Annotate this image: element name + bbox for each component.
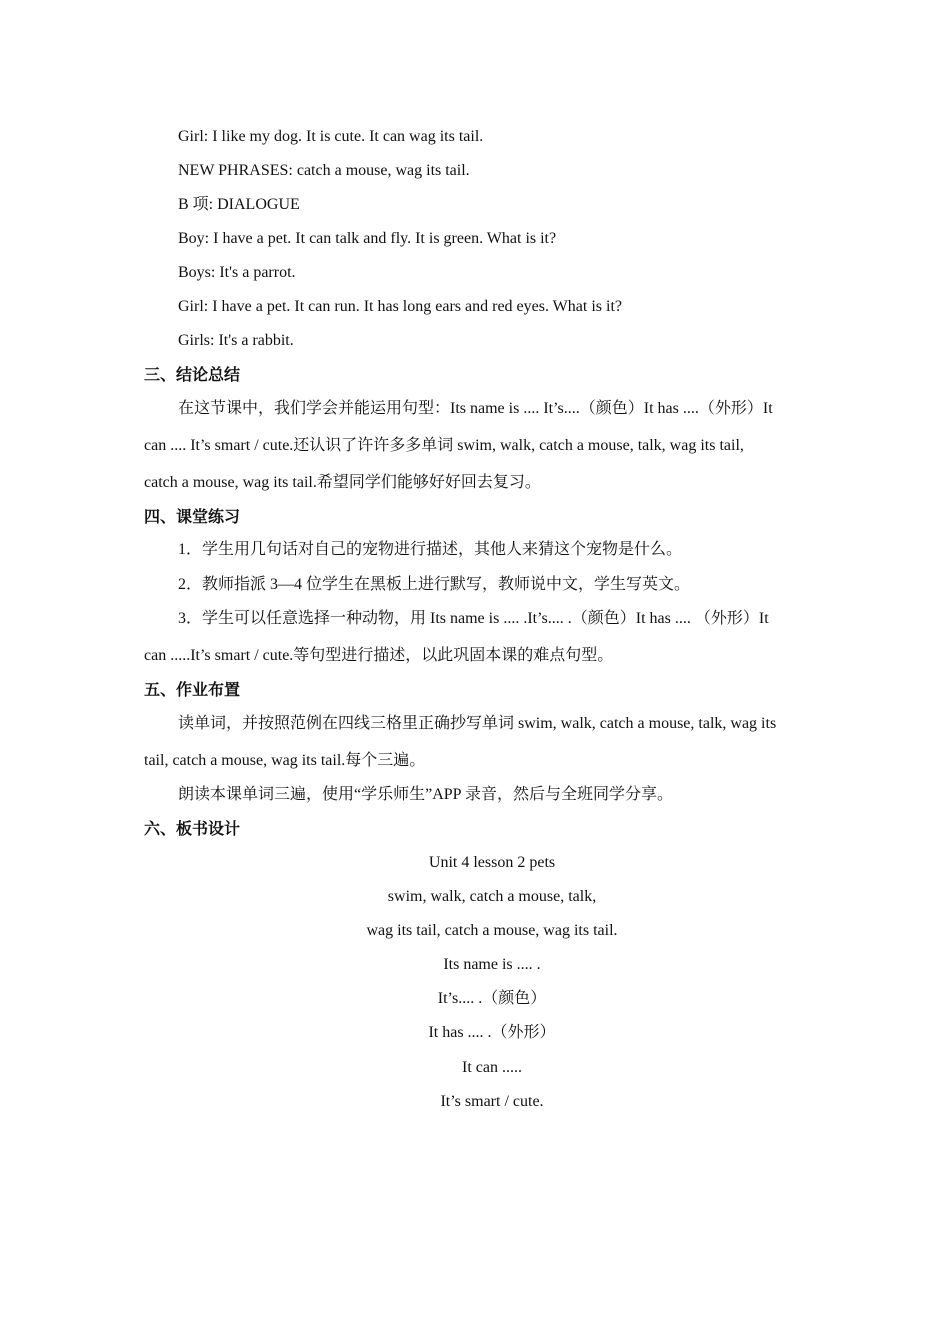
- board-line: Unit 4 lesson 2 pets: [428, 854, 556, 871]
- section-heading-practice: 四、课堂练习: [144, 509, 241, 526]
- dialogue-line: Boys: It's a parrot.: [178, 264, 296, 281]
- section-heading-conclusion: 三、结论总结: [144, 367, 241, 384]
- board-line: swim, walk, catch a mouse, talk,: [387, 888, 597, 905]
- practice-item: 3．学生可以任意选择一种动物，用 Its name is .... .It’s.... .（颜色）It has .... （外形）It: [178, 610, 769, 627]
- board-line: It can .....: [462, 1059, 522, 1076]
- new-phrases: NEW PHRASES: catch a mouse, wag its tail.: [178, 162, 470, 179]
- section-heading-homework: 五、作业布置: [144, 682, 241, 699]
- board-line: wag its tail, catch a mouse, wag its tail.: [366, 922, 618, 939]
- homework-text: 朗读本课单词三遍，使用“学乐师生”APP 录音，然后与全班同学分享。: [178, 786, 673, 803]
- practice-item: 1．学生用几句话对自己的宠物进行描述，其他人来猜这个宠物是什么。: [178, 541, 683, 558]
- section-heading-board: 六、板书设计: [144, 821, 241, 838]
- practice-item-continued: can .....It’s smart / cute.等句型进行描述，以此巩固本课的难点句型。: [144, 647, 614, 664]
- dialogue-line: Girls: It's a rabbit.: [178, 332, 294, 349]
- board-line: It has .... .（外形）: [428, 1024, 556, 1041]
- homework-text: 读单词，并按照范例在四线三格里正确抄写单词 swim, walk, catch a mouse, talk, wag its: [178, 715, 777, 732]
- dialogue-line: Boy: I have a pet. It can talk and fly. It is green. What is it?: [178, 230, 557, 247]
- conclusion-text: catch a mouse, wag its tail.希望同学们能够好好回去复习。: [144, 474, 541, 491]
- conclusion-text: 在这节课中，我们学会并能运用句型：Its name is .... It’s....（颜色）It has ....（外形）It: [178, 400, 773, 417]
- practice-item: 2．教师指派 3—4 位学生在黑板上进行默写，教师说中文，学生写英文。: [178, 576, 691, 593]
- homework-text: tail, catch a mouse, wag its tail.每个三遍。: [144, 752, 426, 769]
- board-line: Its name is .... .: [443, 956, 541, 973]
- dialogue-b-title: B 项: DIALOGUE: [178, 196, 300, 213]
- conclusion-text: can .... It’s smart / cute.还认识了许许多多单词 swim, walk, catch a mouse, talk, wag its tail,: [144, 437, 744, 454]
- dialogue-line: Girl: I have a pet. It can run. It has long ears and red eyes. What is it?: [178, 298, 622, 315]
- dialogue-girl-line: Girl: I like my dog. It is cute. It can wag its tail.: [178, 128, 484, 145]
- board-line: It’s smart / cute.: [440, 1093, 544, 1110]
- board-line: It’s.... .（颜色）: [437, 990, 547, 1007]
